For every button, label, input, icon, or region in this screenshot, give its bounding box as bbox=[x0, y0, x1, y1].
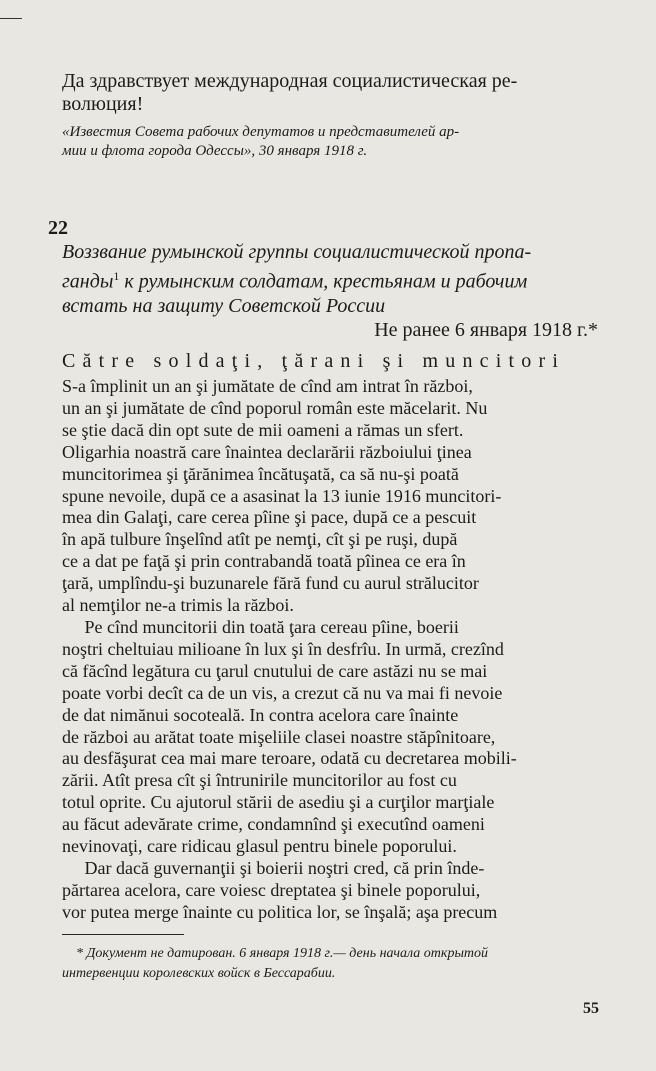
body-line: de război au arătat toate mişeliile clasei noastre stăpînitoare, bbox=[62, 726, 496, 747]
body-line: au făcut adevărate crime, condamnînd şi executînd oameni bbox=[62, 814, 485, 835]
page-number: 55 bbox=[583, 1000, 599, 1017]
body-line: că făcînd legătura cu ţarul cnutului de care astăzi nu se mai bbox=[62, 660, 488, 681]
source-line-1: «Известия Совета рабочих депутатов и представителей ар- bbox=[62, 124, 460, 140]
paragraph-2 bbox=[62, 617, 600, 858]
paragraph-3 bbox=[62, 858, 600, 924]
title-line-2b: к румынским солдатам, крестьянам и рабочим bbox=[119, 270, 528, 293]
body-line: au desfăşurat cea mai mare teroare, odată cu decretarea mobili- bbox=[62, 748, 517, 769]
body-line: Oligarhia noastră care înaintea declarării războiului ţinea bbox=[62, 441, 472, 462]
source-line-2: мии и флота города Одессы», 30 января 1918 г. bbox=[62, 143, 368, 159]
body-line: vor putea merge înainte cu politica lor, se înşală; aşa precum bbox=[62, 901, 498, 922]
body-line: spune nevoile, după ce a asasinat la 13 iunie 1916 muncitori- bbox=[62, 485, 502, 506]
body-line: S-a împlinit un an şi jumătate de cînd am intrat în război, bbox=[62, 376, 473, 396]
appeal-heading: Către soldaţi, ţărani şi muncitori bbox=[62, 350, 566, 372]
paragraph-1 bbox=[62, 376, 600, 617]
body-line: ţară, umplîndu-şi buzunarele fără fund cu aurul strălucitor bbox=[62, 573, 479, 594]
footnote-divider bbox=[62, 934, 184, 935]
body-line: Pe cînd muncitorii din toată ţara cereau pîine, boerii bbox=[84, 616, 459, 637]
body-line: zării. Atît presa cît şi întrunirile muncitorilor au fost cu bbox=[62, 770, 457, 791]
source-citation bbox=[62, 123, 600, 161]
title-line-2a: ганды bbox=[62, 270, 114, 293]
closing-line-1: Да здравствует международная социалистическая ре- bbox=[62, 70, 518, 92]
document-number: 22 bbox=[48, 217, 68, 239]
body-line: noştri cheltuiau milioane în lux şi în desfrîu. In urmă, crezînd bbox=[62, 638, 504, 659]
body-text bbox=[62, 376, 600, 924]
body-line: se ştie dacă din opt sute de mii oameni a rămas un sfert. bbox=[62, 419, 464, 440]
footnote-line-1: * Документ не датирован. 6 января 1918 г.— день начала открытой bbox=[76, 946, 489, 961]
body-line: părtarea acelora, care voiesc dreptatea şi binele poporului, bbox=[62, 879, 481, 900]
date-line: Не ранее 6 января 1918 г.* bbox=[374, 319, 598, 341]
document-title bbox=[62, 240, 600, 318]
body-line: poate vorbi decît ca de un vis, a crezut că nu va mai fi nevoie bbox=[62, 682, 503, 703]
closing-line-2: волюция! bbox=[62, 93, 144, 115]
body-line: totul oprite. Cu ajutorul stării de asediu şi a curţilor marţiale bbox=[62, 792, 495, 813]
body-line: în apă tulbure înşelînd atît pe nemţi, cît şi pe ruşi, după bbox=[62, 529, 458, 550]
closing-paragraph bbox=[62, 70, 600, 116]
body-line: ce a dat pe faţă şi prin contrabandă toată pîinea ce era în bbox=[62, 551, 466, 572]
top-block bbox=[62, 70, 600, 161]
body-line: al nemţilor ne-a trimis la război. bbox=[62, 595, 294, 616]
title-line-3: встать на защиту Советской России bbox=[62, 294, 386, 317]
footnote bbox=[62, 944, 600, 984]
body-line: mea din Galaţi, care cerea pîine şi pace, după ce a pescuit bbox=[62, 507, 477, 528]
body-line: muncitorimea şi ţărănimea încătuşată, ca să nu-şi poată bbox=[62, 463, 459, 484]
footnote-line-2: интервенции королевских войск в Бессарабии. bbox=[62, 966, 336, 981]
body-line: un an şi jumătate de cînd poporul român este măcelarit. Nu bbox=[62, 397, 488, 418]
body-line: de dat nimănui socoteală. In contra acelora care înainte bbox=[62, 704, 459, 725]
body-line: nevinovaţi, care ridicau glasul pentru binele poporului. bbox=[62, 836, 457, 857]
title-line-1: Воззвание румынской группы социалистической пропа- bbox=[62, 241, 532, 263]
footnote-ref: 1 bbox=[113, 269, 120, 283]
body-line: Dar dacă guvernanţii şi boierii noştri cred, că prin înde- bbox=[84, 857, 485, 878]
corner-mark bbox=[0, 18, 22, 19]
